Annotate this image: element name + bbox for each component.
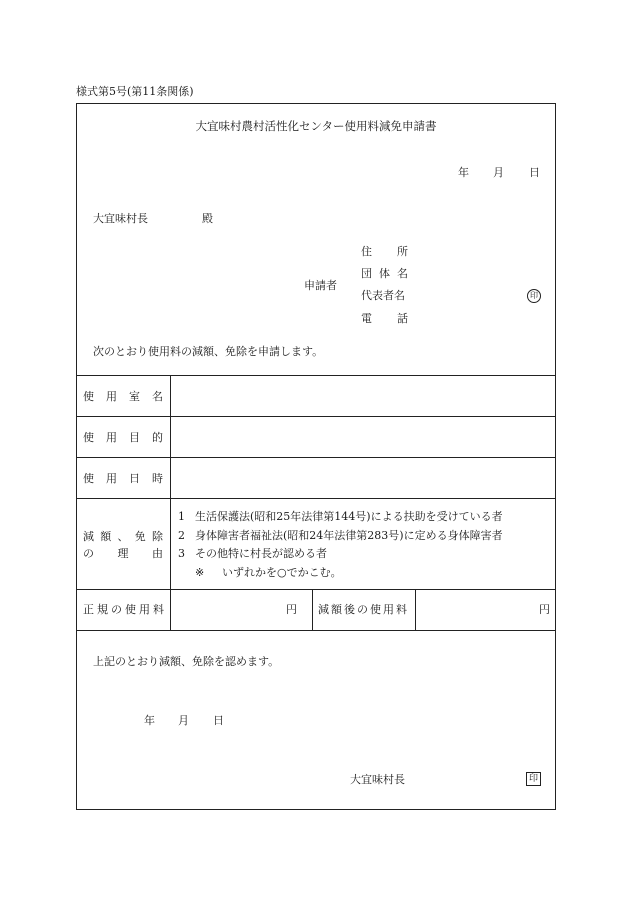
reason-label-line2: の 理 由 <box>83 547 163 560</box>
table-column-divider <box>415 589 416 630</box>
purpose-label: 使 用 目 的 <box>83 431 163 444</box>
form-title: 大宜味村農村活性化センター使用料減免申請書 <box>195 119 437 133</box>
approval-month-label: 月 <box>178 714 189 727</box>
purpose-field[interactable] <box>172 418 555 456</box>
addressee-honorific: 殿 <box>202 212 213 225</box>
reason-note-mark: ※ <box>195 566 205 579</box>
approver-name: 大宜味村長 <box>350 773 405 786</box>
reason-option-number: 1 <box>178 510 185 523</box>
datetime-label: 使 用 日 時 <box>83 472 163 485</box>
regular-fee-label: 正規の使用料 <box>83 603 167 616</box>
room-name-label: 使 用 室 名 <box>83 390 163 403</box>
table-divider <box>76 589 556 590</box>
date-day-label: 日 <box>529 166 540 179</box>
datetime-field[interactable] <box>172 459 555 497</box>
applicant-label: 申請者 <box>304 279 337 292</box>
phone-label: 電 話 <box>361 312 408 325</box>
reason-option-number: 3 <box>178 547 185 560</box>
table-divider <box>76 375 556 376</box>
approval-year-label: 年 <box>144 714 155 727</box>
table-divider <box>76 457 556 458</box>
reason-option-text[interactable]: 生活保護法(昭和25年法律第144号)による扶助を受けている者 <box>195 510 503 523</box>
table-divider <box>76 416 556 417</box>
reason-label-line1: 減 額 、 免 除 <box>83 530 163 543</box>
approval-text: 上記のとおり減額、免除を認めます。 <box>93 655 280 668</box>
table-column-divider <box>170 375 171 630</box>
room-name-field[interactable] <box>172 377 555 415</box>
reason-option-number: 2 <box>178 529 185 542</box>
regular-fee-unit: 円 <box>286 603 297 616</box>
reason-option-text[interactable]: 身体障害者福祉法(昭和24年法律第283号)に定める身体障害者 <box>195 529 503 542</box>
request-text: 次のとおり使用料の減額、免除を申請します。 <box>93 345 324 358</box>
table-divider <box>76 498 556 499</box>
form-number: 様式第5号(第11条関係) <box>76 85 194 98</box>
addressee-name: 大宜味村長 <box>93 212 148 225</box>
address-label: 住 所 <box>361 245 408 258</box>
reduced-fee-label: 減額後の使用料 <box>318 603 409 616</box>
date-year-label: 年 <box>458 166 469 179</box>
reason-option-text[interactable]: その他特に村長が認める者 <box>195 547 327 560</box>
seal-icon: 印 <box>526 772 541 786</box>
reason-note-text: いずれかを○でかこむ。 <box>222 566 342 579</box>
reduced-fee-field[interactable] <box>417 591 555 629</box>
approval-day-label: 日 <box>213 714 224 727</box>
seal-icon: 印 <box>527 289 541 303</box>
organization-label: 団 体 名 <box>361 267 408 280</box>
reduced-fee-unit: 円 <box>539 603 550 616</box>
date-month-label: 月 <box>493 166 504 179</box>
table-column-divider <box>312 589 313 630</box>
table-divider <box>76 630 556 631</box>
representative-label: 代表者名 <box>361 289 405 302</box>
